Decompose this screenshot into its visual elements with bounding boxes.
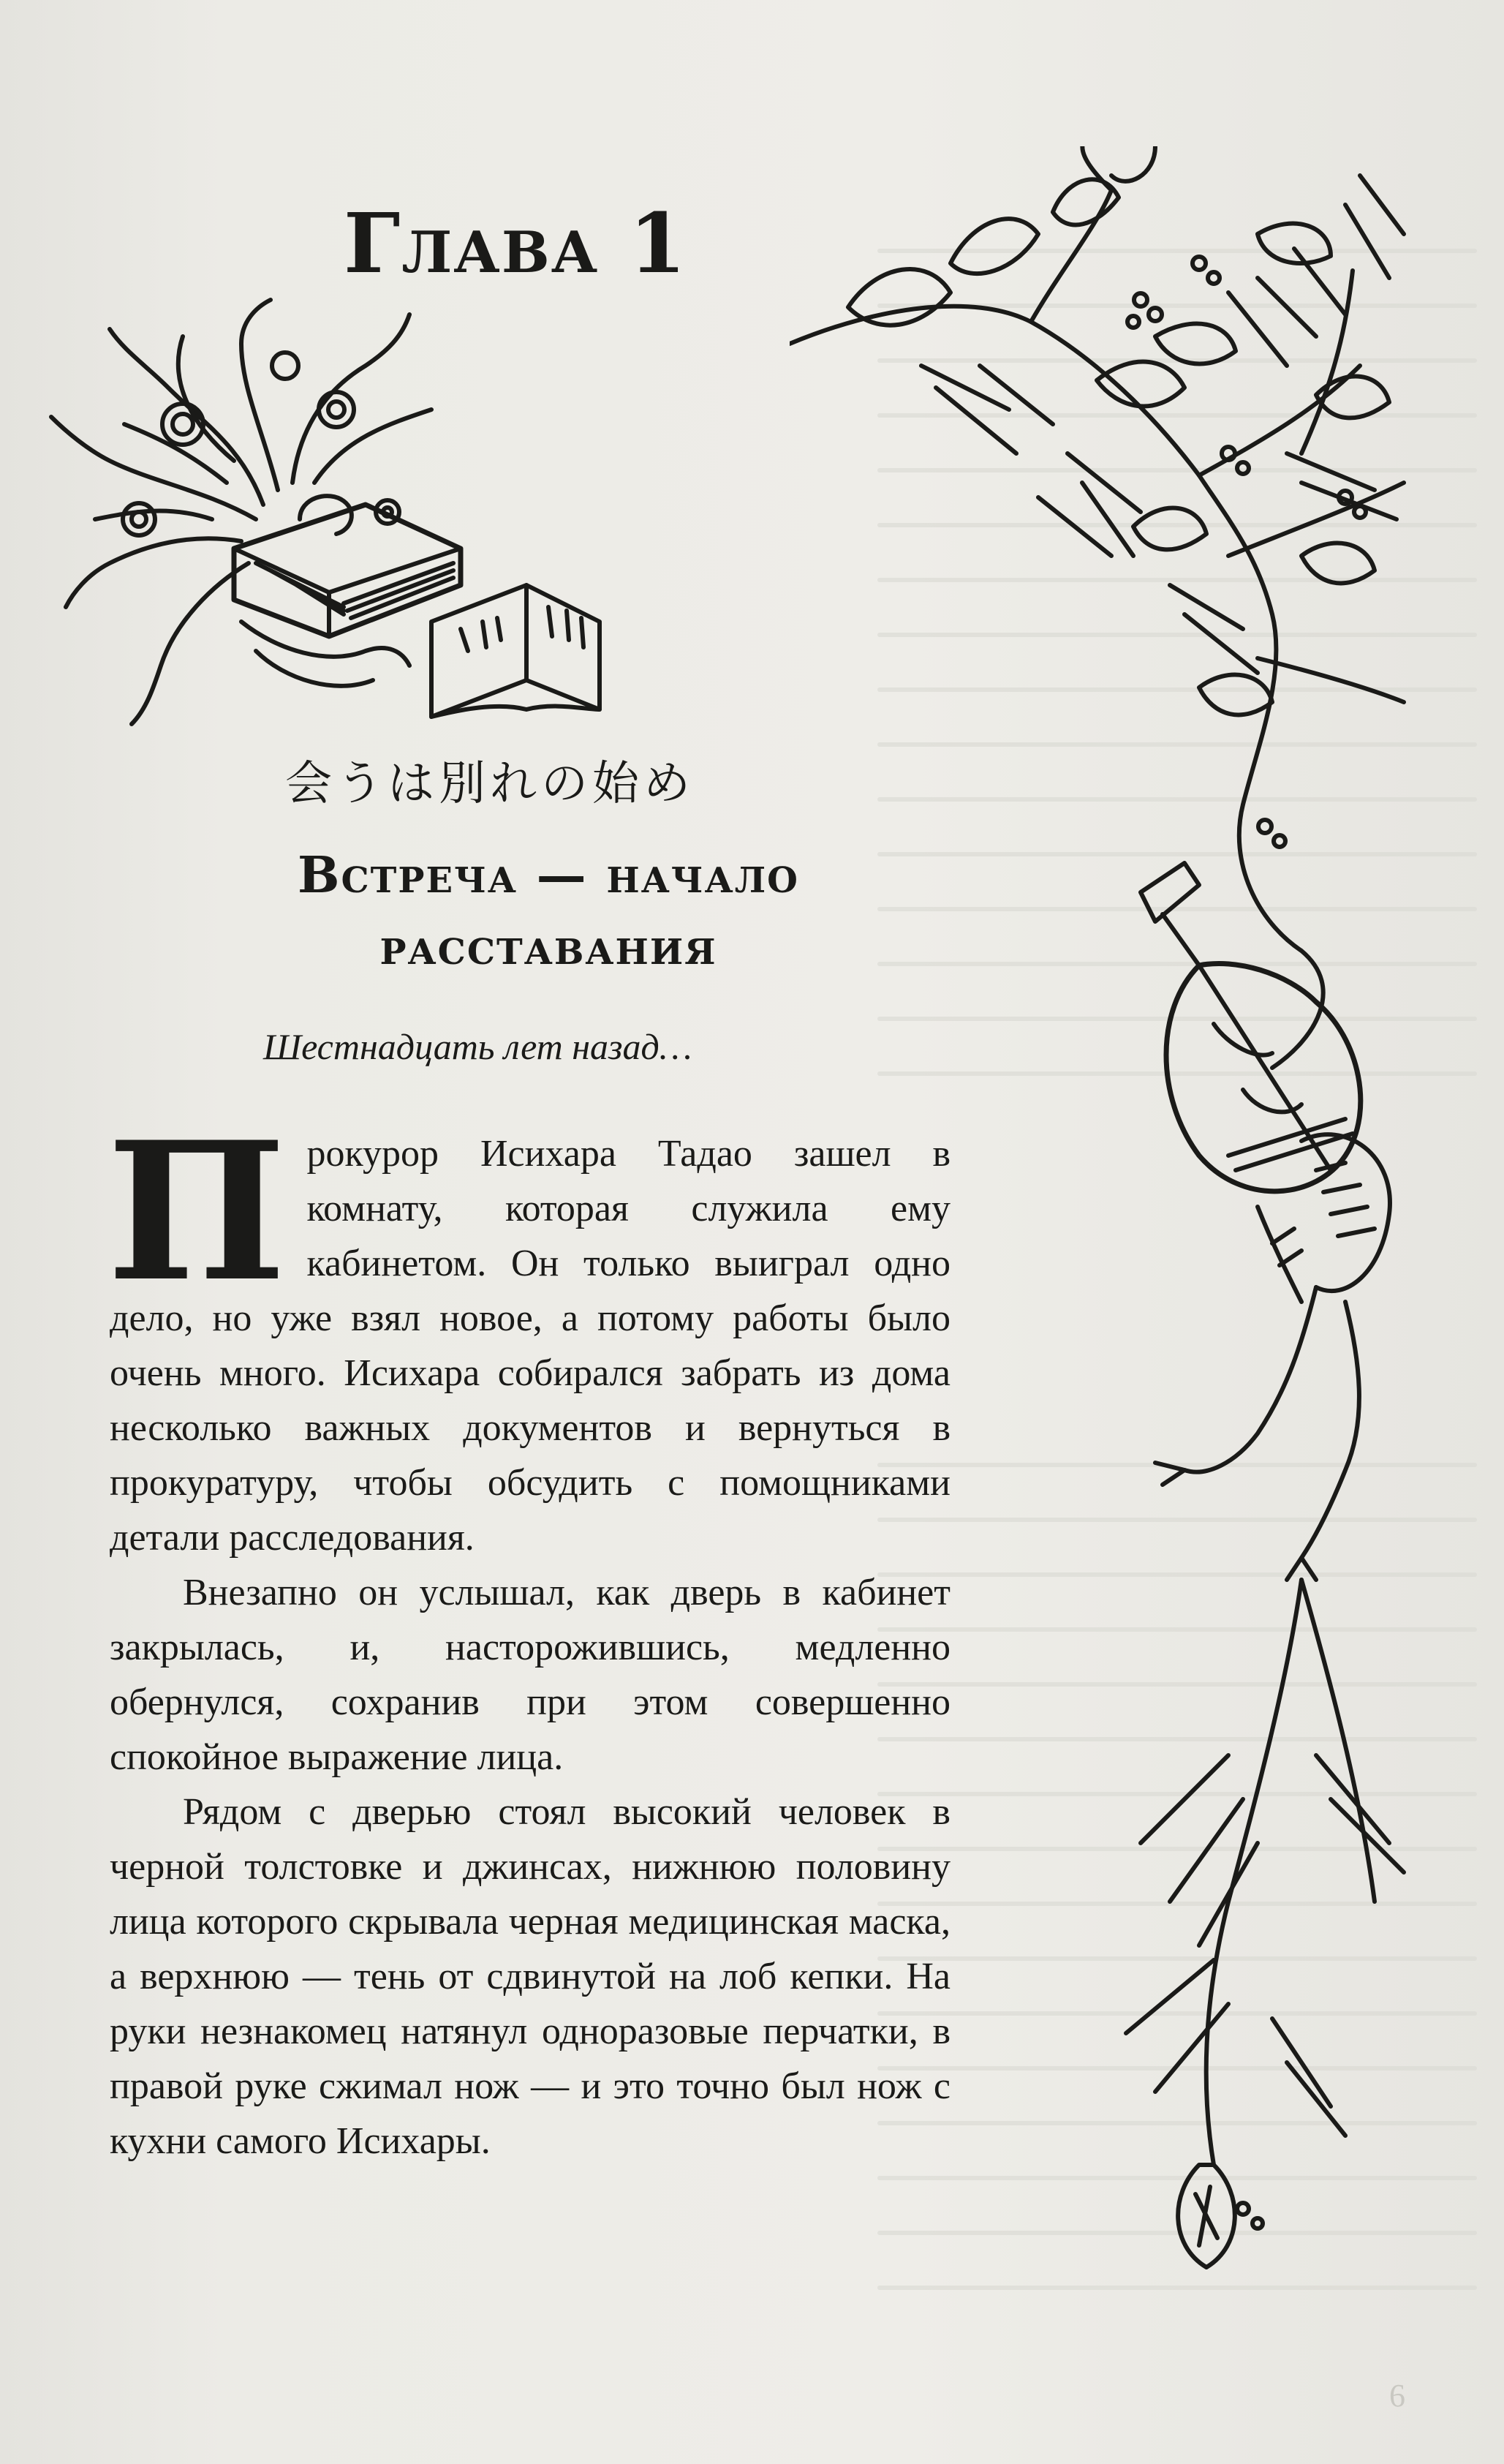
chapter-title: Глава 1 [344,196,688,292]
bamboo-vine-illustration [790,146,1418,2384]
drop-cap: П [107,1101,287,1324]
time-note: Шестнадцать лет назад… [263,1026,692,1067]
paragraph: Рядом с дверью стоял высокий человек в черной толстовке и джинсах, нижнюю половину лица которого скрывала черная медицинская маска, а верхнюю — тень от сдвинутой на лоб кепки. На руки незнакомец натянул одноразовые перчатки, в правой руке сжимал нож — и это точно был нож с кухни самого Исихары. [110,1791,951,2162]
koto-engraving-illustration [22,241,665,753]
paragraph: Внезапно он услышал, как дверь в кабинет закрылась, и, насторожившись, медленно обернулся, сохранив при этом совершенно спокойное выражение лица. [110,1572,951,1778]
section-title-line: Встреча — начало [298,846,799,905]
paragraph-text: рокурор Исихара Тадао зашел в комнату, которая служила ему кабинетом. Он только выиграл одно дело, но уже взял новое, а потому работы было очень много. Исихара собирался забрать из дома несколько важных документов и вернуться в прокуратуру, чтобы обсудить с помощниками детали расследования. [110,1133,951,1559]
page-number: 6 [1389,2378,1405,2414]
section-title-line: расставания [379,918,717,976]
section-title [256,840,841,983]
japanese-epigraph: 会うは別れの始め [285,757,695,811]
